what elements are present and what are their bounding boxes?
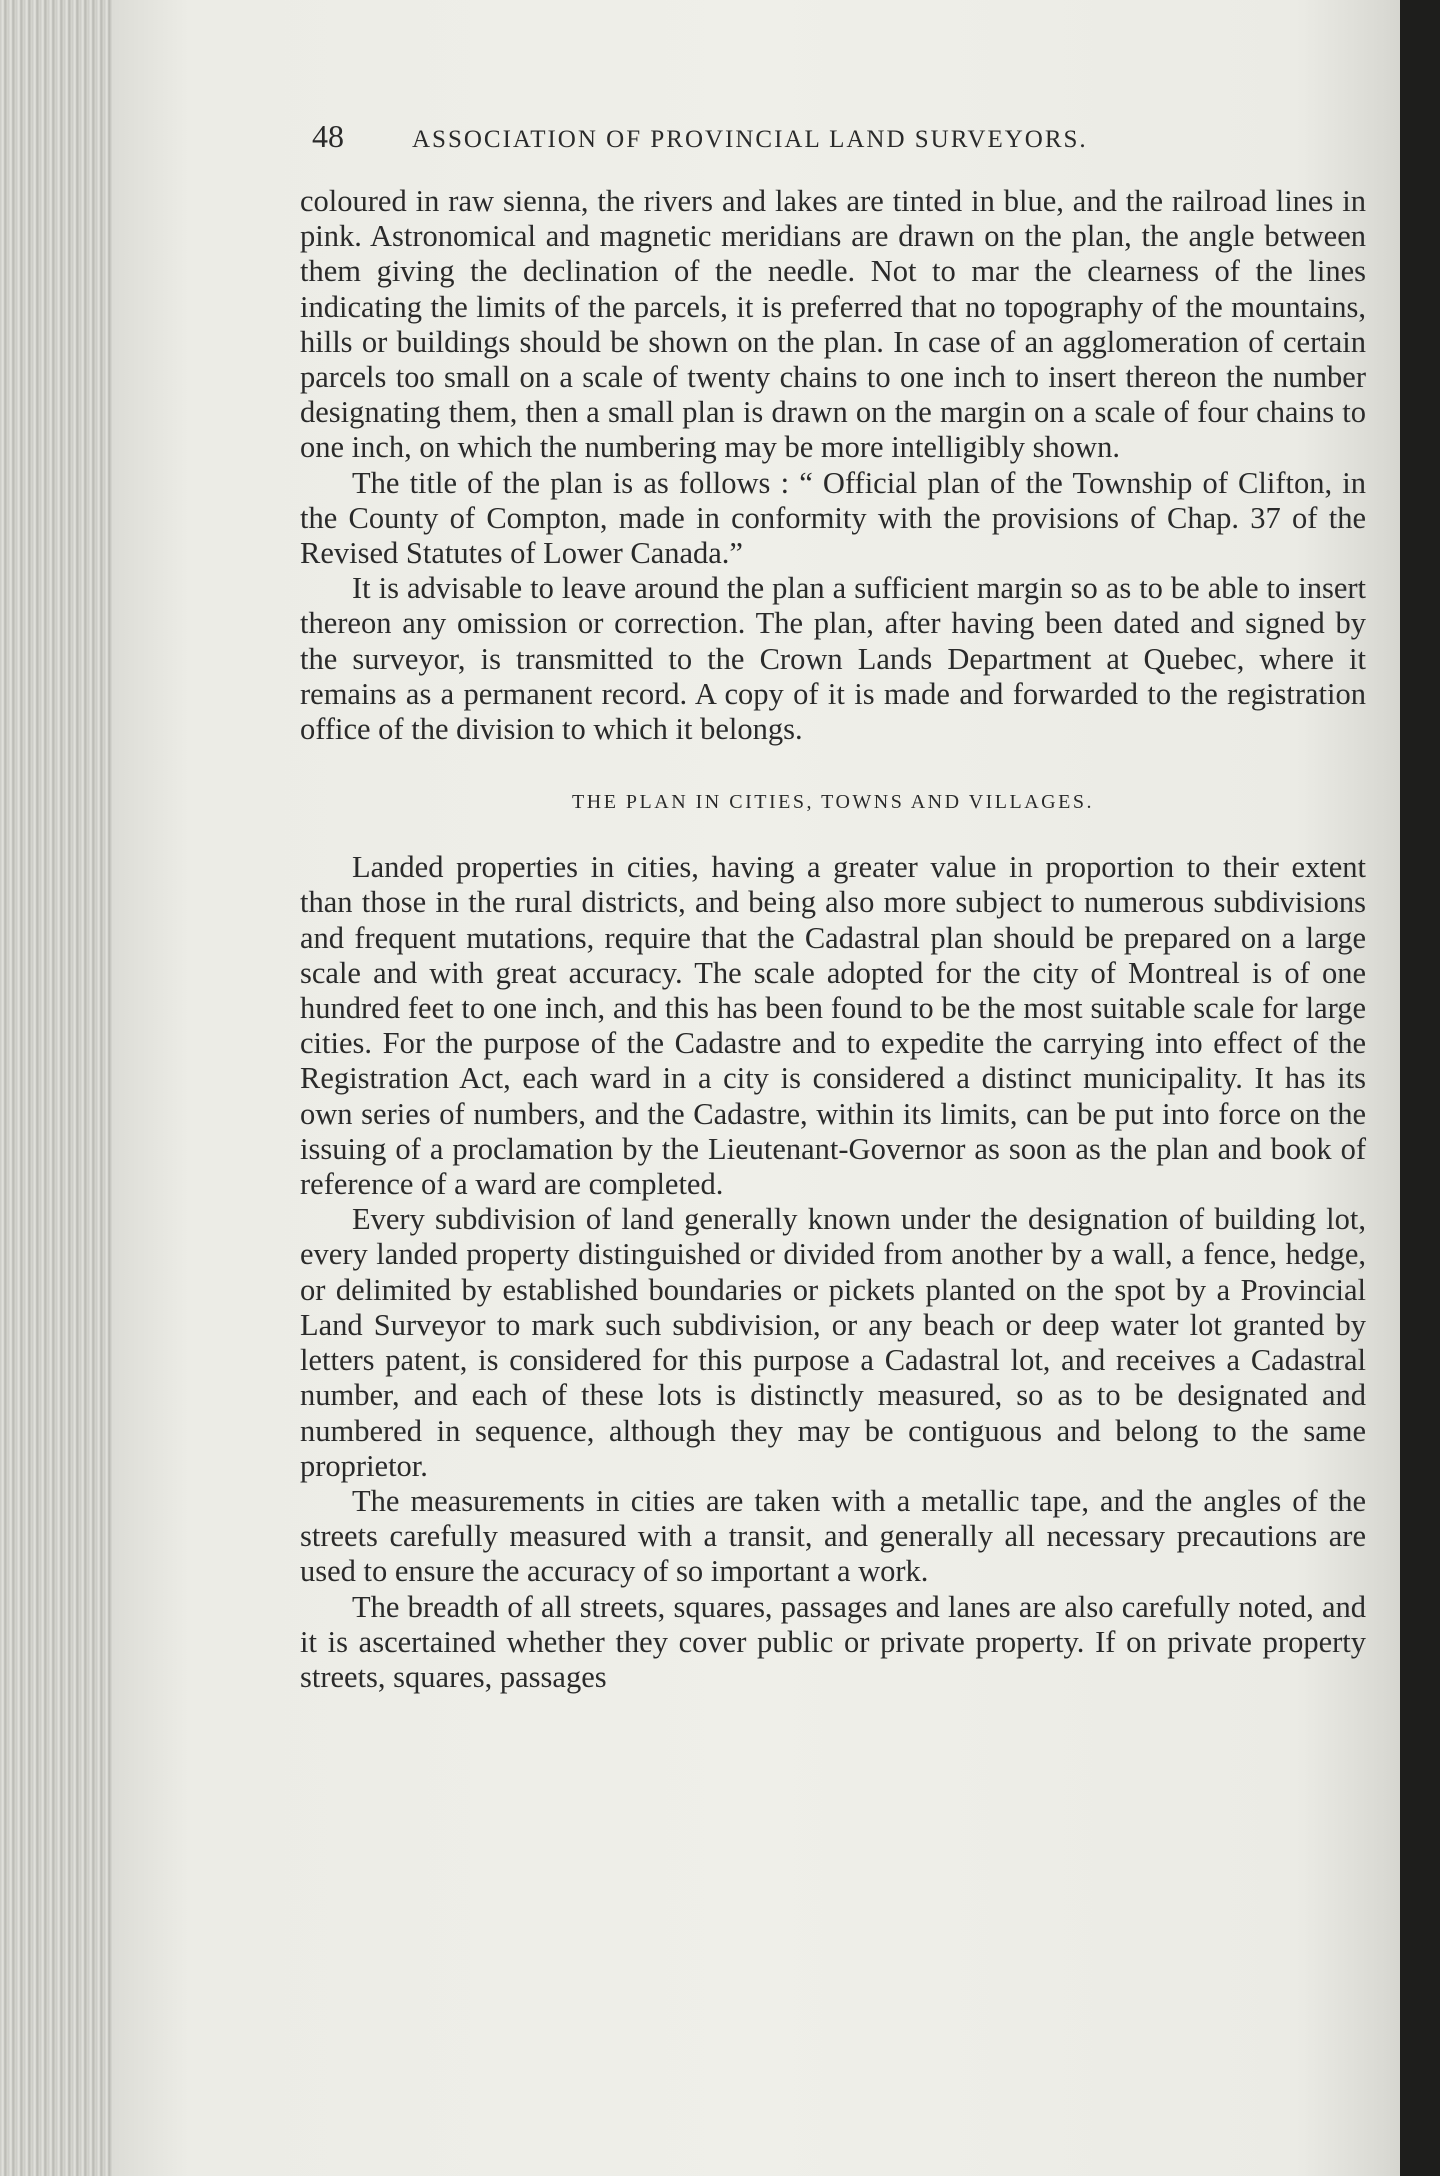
paragraph: Landed properties in cities, having a greater value in proportion to their extent than those in the rural districts, and being also more subject to numerous subdivisions and frequent mutations, require that the Cadastral plan should be prepared on a large scale and with great accuracy. The scale adopted for the city of Montreal is of one hundred feet to one inch, and this has been found to be the most suitable scale for large cities. For the purpose of the Cadastre and to expedite the carrying into effect of the Registration Act, each ward in a city is considered a distinct municipality. It has its own series of numbers, and the Cadastre, within its limits, can be put into force on the issuing of a proclamation by the Lieutenant-Governor as soon as the plan and book of reference of a ward are completed. xyxy=(300,850,1366,1202)
running-head xyxy=(312,118,1368,158)
paragraph: Every subdivision of land generally known under the designation of building lot, every landed property distinguished or divided from another by a wall, a fence, hedge, or delimited by established boundaries or pickets planted on the spot by a Provincial Land Surveyor to mark such subdivision, or any beach or deep water lot granted by letters patent, is considered for this purpose a Cadastral lot, and receives a Cadastral number, and each of these lots is distinctly measured, so as to be designated and numbered in sequence, although they may be contiguous and belong to the same proprietor. xyxy=(300,1202,1366,1483)
paragraph: It is advisable to leave around the plan a sufficient margin so as to be able to insert thereon any omission or correction. The plan, after having been dated and signed by the surveyor, is transmitted to the Crown Lands Department at Quebec, where it remains as a permanent record. A copy of it is made and forwarded to the registration office of the division to which it belongs. xyxy=(300,571,1366,747)
page-content xyxy=(188,118,1368,1695)
paragraph: coloured in raw sienna, the rivers and lakes are tinted in blue, and the railroad lines in pink. Astronomical and magnetic meridians are drawn on the plan, the angle between them giving the declination of the needle. Not to mar the clearness of the lines indicating the limits of the parcels, it is preferred that no topography of the mountains, hills or buildings should be shown on the plan. In case of an agglomeration of certain parcels too small on a scale of twenty chains to one inch to insert thereon the number designating them, then a small plan is drawn on the margin on a scale of four chains to one inch, on which the numbering may be more intelligibly shown. xyxy=(300,184,1366,465)
running-head-title: ASSOCIATION OF PROVINCIAL LAND SURVEYORS. xyxy=(412,126,1088,153)
paragraph: The title of the plan is as follows : “ Official plan of the Township of Clifton, in the County of Compton, made in conformity with the provisions of Chap. 37 of the Revised Statutes of Lower Canada.” xyxy=(300,465,1366,571)
section-heading: THE PLAN IN CITIES, TOWNS AND VILLAGES. xyxy=(572,791,1094,814)
scan-border xyxy=(1400,0,1440,2176)
page-number: 48 xyxy=(312,118,344,154)
paragraph: The breadth of all streets, squares, passages and lanes are also carefully noted, and it is ascertained whether they cover public or private property. If on private property streets, squares, passages xyxy=(300,1589,1366,1694)
body-text xyxy=(300,184,1366,1695)
paragraph: The measurements in cities are taken with a metallic tape, and the angles of the streets carefully measured with a transit, and generally all necessary precautions are used to ensure the accuracy of so important a work. xyxy=(300,1483,1366,1589)
book-page-edges xyxy=(0,0,120,2176)
